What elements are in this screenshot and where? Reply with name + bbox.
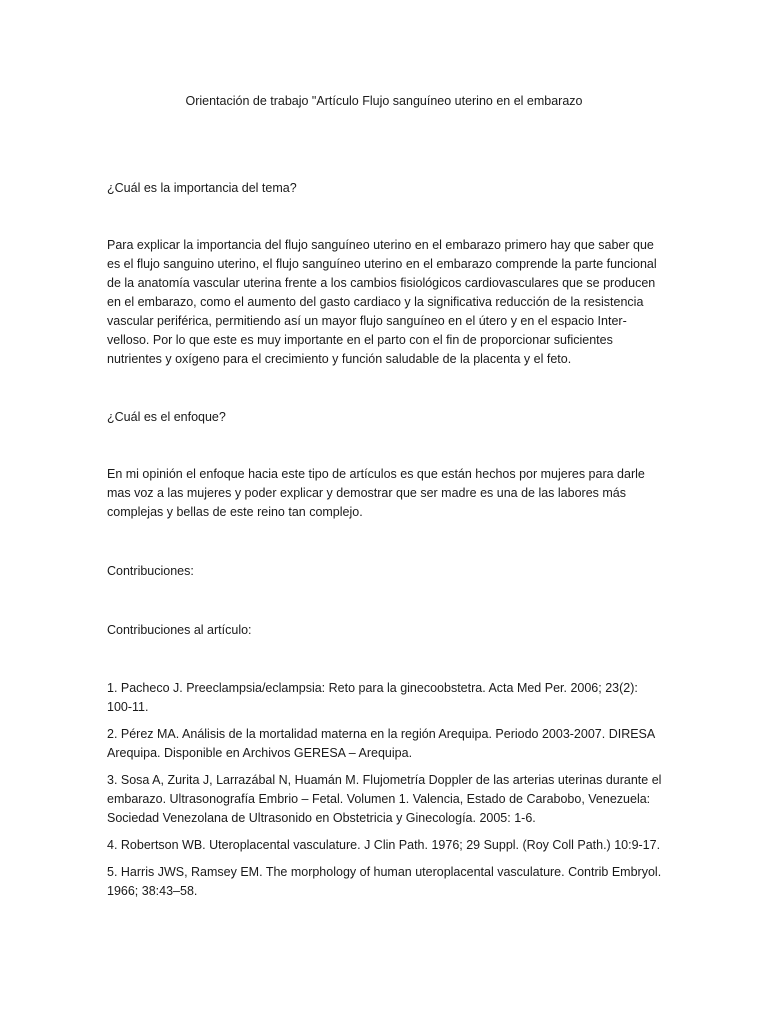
contributions-heading: Contribuciones: [107, 564, 194, 578]
reference-item: 4. Robertson WB. Uteroplacental vasculature. J Clin Path. 1976; 29 Suppl. (Roy Coll Path.) 10:9-17. [107, 838, 661, 852]
question-focus: ¿Cuál es el enfoque? [107, 410, 226, 424]
references-list [107, 679, 663, 909]
reference-item: 2. Pérez MA. Análisis de la mortalidad materna en la región Arequipa. Periodo 2003-2007. DIRESA Arequipa. Disponible en Archivos GERESA – Arequipa. [107, 727, 655, 760]
reference-item: 5. Harris JWS, Ramsey EM. The morphology of human uteroplacental vasculature. Contrib Embryol. 1966; 38:43–58. [107, 865, 662, 898]
document-title: Orientación de trabajo "Artículo Flujo sanguíneo uterino en el embarazo [185, 94, 583, 108]
reference-item: 1. Pacheco J. Preeclampsia/eclampsia: Reto para la ginecoobstetra. Acta Med Per. 2006; 23(2): 100-11. [107, 681, 638, 714]
question-importance: ¿Cuál es la importancia del tema? [107, 181, 297, 195]
answer-focus: En mi opinión el enfoque hacia este tipo de artículos es que están hechos por mujeres para darle mas voz a las mujeres y poder explicar y demostrar que ser madre es una de las labores más complejas y bellas de este reino tan complejo. [107, 467, 645, 519]
contributions-article-heading: Contribuciones al artículo: [107, 623, 252, 637]
answer-importance: Para explicar la importancia del flujo sanguíneo uterino en el embarazo primero hay que saber que es el flujo sanguino uterino, el flujo sanguíneo uterino en el embarazo comprende la parte funcional de la anatomía vascular uterina frente a los cambios fisiológicos cardiovasculares que se producen en el embarazo, como el aumento del gasto cardiaco y la significativa reducción de la resistencia vascular periférica, permitiendo así un mayor flujo sanguíneo en el útero y en el espacio Inter-velloso. Por lo que este es muy importante en el parto con el fin de proporcionar suficientes nutrientes y oxígeno para el crecimiento y función saludable de la placenta y el feto. [107, 238, 657, 366]
reference-item: 3. Sosa A, Zurita J, Larrazábal N, Huamán M. Flujometría Doppler de las arterias uterinas durante el embarazo. Ultrasonografía Embrio – Fetal. Volumen 1. Valencia, Estado de Carabobo, Venezuela: Sociedad Venezolana de Ultrasonido en Obstetricia y Ginecología. 2005: 1-6. [107, 773, 662, 825]
